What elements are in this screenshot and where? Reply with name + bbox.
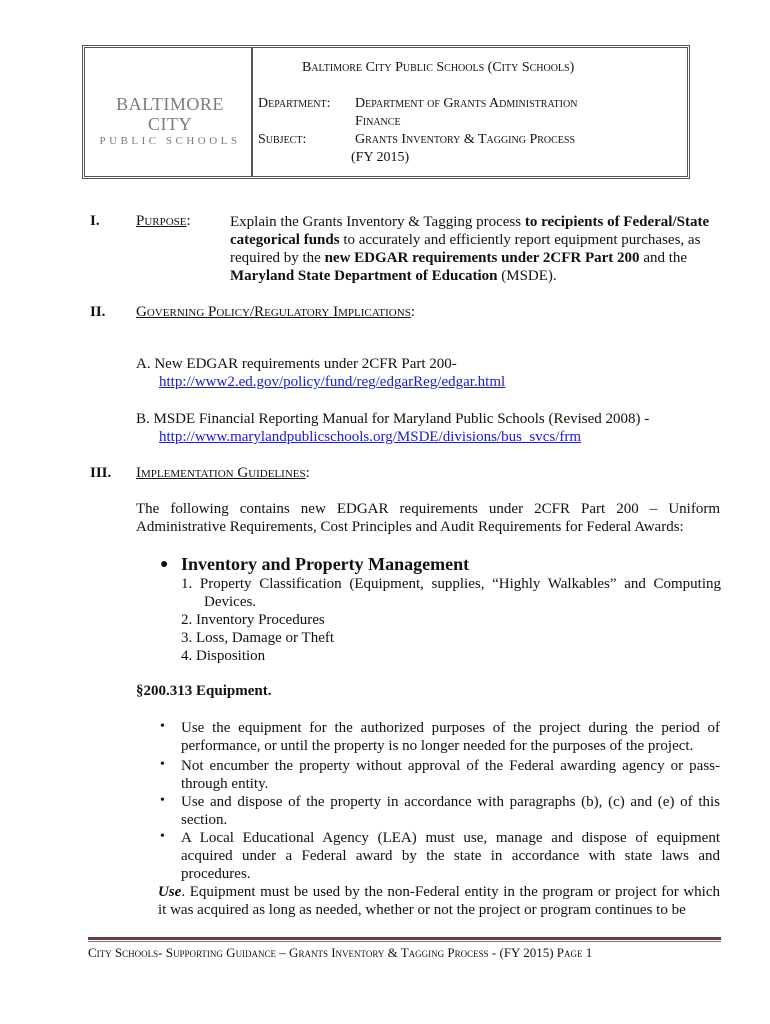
reference-a-text: A. New EDGAR requirements under 2CFR Part 200- [136,356,457,372]
footer-rule-thin [88,941,721,942]
intro-line-1: The following contains new EDGAR requirements under 2CFR Part 200 – Uniform [136,501,720,517]
equipment-bullet-4-line-2: acquired under a Federal award by the state in accordance with state laws and [181,848,720,864]
equipment-bullet-1 [181,719,720,755]
equipment-bullet-2-line-2: through entity. [181,776,269,792]
bullet-icon: • [160,793,165,808]
use-line-2: it was acquired as long as needed, whether or not the project or program continues to be [158,902,686,918]
section-3-numeral: III. [90,465,112,481]
numbered-item-2: 2. Inventory Procedures [181,612,325,628]
bullet-icon: ● [160,557,169,572]
bullet-icon: • [160,829,165,844]
equipment-bullet-1-line-2: performance, or until the property is no longer needed for the purposes of the project. [181,738,694,754]
reference-b-text: B. MSDE Financial Reporting Manual for Maryland Public Schools (Revised 2008) - [136,411,650,427]
department-value-cont: Finance [355,114,401,129]
use-line-1: Use. Equipment must be used by the non-Federal entity in the program or project for which [158,884,720,900]
org-title: Baltimore City Public Schools (City Schools) [302,60,575,75]
department-label: Department: [258,96,331,111]
numbered-list [181,575,721,665]
equipment-bullet-3-line-1: Use and dispose of the property in accordance with paragraphs (b), (c) and (e) of this [181,794,720,810]
implementation-intro [136,500,720,536]
footer-rule [88,937,721,940]
bullet-icon: • [160,757,165,772]
equipment-bullet-4 [181,829,720,883]
footer-text: City Schools- Supporting Guidance – Grants Inventory & Tagging Process - (FY 2015) Page 1 [88,945,593,960]
msde-link[interactable]: http://www.marylandpublicschools.org/MSDE/divisions/bus_svcs/frm [159,429,582,445]
purpose-line-4: Maryland State Department of Education (MSDE). [230,268,557,284]
logo-line1: BALTIMORE CITY [116,94,224,134]
equipment-bullet-3-line-2: section. [181,812,228,828]
numbered-item-4: 4. Disposition [181,648,266,664]
purpose-line-2: categorical funds to accurately and efficiently report equipment purchases, as [230,232,701,248]
numbered-item-1-cont: Devices. [204,594,257,610]
section-2-numeral: II. [90,304,106,320]
numbered-item-3: 3. Loss, Damage or Theft [181,630,335,646]
subject-value: Grants Inventory & Tagging Process [355,132,576,147]
equipment-bullet-2 [181,757,720,793]
section-1-heading: Purpose: [136,213,191,229]
bullet-icon: • [160,719,165,734]
use-paragraph [158,883,720,919]
purpose-line-1: Explain the Grants Inventory & Tagging process to recipients of Federal/State [230,214,710,230]
section-1-numeral: I. [90,213,100,229]
numbered-item-1: 1. Property Classification (Equipment, supplies, “Highly Walkables” and Computing [181,576,721,592]
equipment-bullet-4-line-3: procedures. [181,866,251,882]
inventory-bullet-title: Inventory and Property Management [181,554,470,574]
subject-label: Subject: [258,132,307,147]
purpose-paragraph [230,213,720,285]
equipment-bullet-3 [181,793,720,829]
intro-line-2: Administrative Requirements, Cost Principles and Audit Requirements for Federal Awards: [136,519,684,535]
edgar-link[interactable]: http://www2.ed.gov/policy/fund/reg/edgarReg/edgar.html [159,374,506,390]
logo-line2: PUBLIC SCHOOLS [99,135,241,147]
equipment-bullet-2-line-1: Not encumber the property without approval of the Federal awarding agency or pass- [181,758,720,774]
section-3-heading: Implementation Guidelines: [136,465,310,481]
equipment-heading: §200.313 Equipment. [136,683,272,699]
purpose-line-3: required by the new EDGAR requirements under 2CFR Part 200 and the [230,250,688,266]
subject-year: (FY 2015) [351,150,410,165]
equipment-bullet-4-line-1: A Local Educational Agency (LEA) must use, manage and dispose of equipment [181,830,720,846]
department-value: Department of Grants Administration [355,96,578,111]
section-2-heading: Governing Policy/Regulatory Implications: [136,304,415,320]
city-schools-logo [97,94,243,148]
equipment-bullet-1-line-1: Use the equipment for the authorized purposes of the project during the period of [181,720,720,736]
header-divider [251,48,253,176]
